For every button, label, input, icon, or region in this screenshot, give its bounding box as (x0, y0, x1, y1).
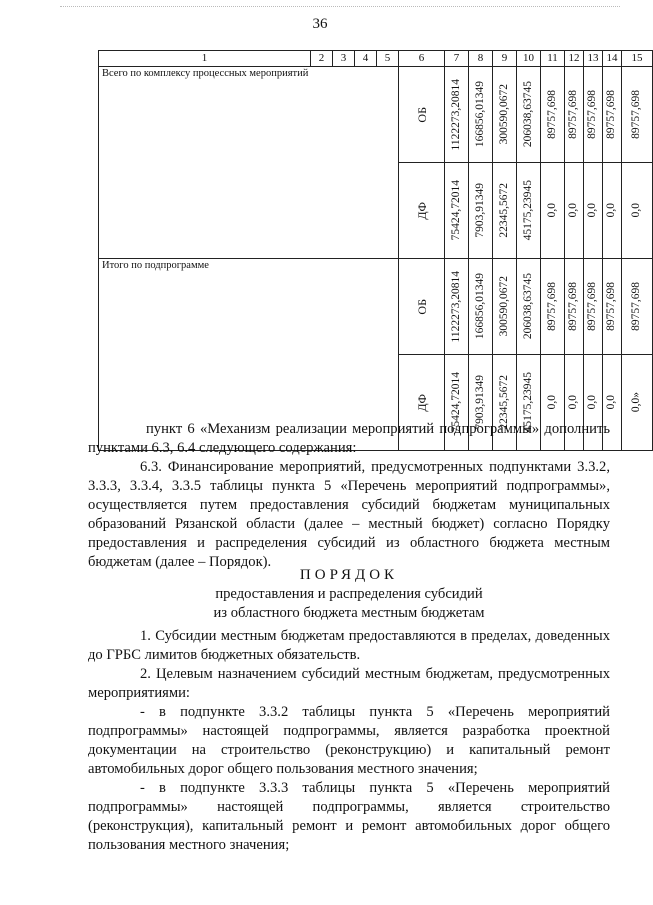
value-text: 89757,698 (586, 282, 599, 331)
value-text: 75424,72014 (449, 180, 462, 241)
body-paragraph-1: 1. Субсидии местным бюджетам предоставляются в пределах, доведенных до ГРБС лимитов бюджетных обязательств. (88, 628, 610, 663)
value-cell (445, 259, 469, 355)
value-cell (469, 259, 493, 355)
value-text: 0,0 (630, 203, 643, 218)
value-text: 45175,23945 (521, 180, 534, 241)
value-cell (622, 67, 653, 163)
scan-artifact-line (60, 6, 620, 7)
value-cell (584, 259, 603, 355)
body-paragraph-4: - в подпункте 3.3.3 таблицы пункта 5 «Перечень мероприятий подпрограммы» настоящей подпрограммы, является строительство (реконструкция), капитальный ремонт и ремонт автомобильных дорог общего пользования местного значения; (88, 780, 610, 853)
header-cell: 2 (311, 51, 333, 67)
order-title: ПОРЯДОК (299, 567, 399, 583)
value-text: 0,0 (567, 395, 580, 410)
value-cell (584, 67, 603, 163)
header-cell: 1 (99, 51, 311, 67)
value-text: 45175,23945 (521, 372, 534, 433)
value-cell (622, 355, 653, 451)
table-header-row (99, 51, 653, 67)
header-cell: 9 (493, 51, 517, 67)
value-text: 0,0 (545, 203, 558, 218)
body-paragraph-3: - в подпункте 3.3.2 таблицы пункта 5 «Перечень мероприятий подпрограммы» настоящей подпрограммы, является разработка проектной документации на строительство (реконструкцию) и капитальный ремонт автомобильных дорог общего пользования местного значения; (88, 704, 610, 777)
value-cell (565, 67, 584, 163)
value-text: 0,0 (567, 203, 580, 218)
value-cell (603, 259, 622, 355)
table-row (99, 67, 653, 163)
value-text: 1122273,20814 (449, 270, 462, 343)
value-text: 206038,63745 (521, 81, 534, 148)
source-cell (399, 259, 445, 355)
value-cell (493, 163, 517, 259)
value-text: 22345,5672 (497, 375, 510, 430)
source-code: ДФ (414, 201, 429, 220)
value-cell (622, 259, 653, 355)
order-heading (88, 566, 610, 623)
value-text: 1122273,20814 (449, 78, 462, 151)
value-text: 89757,698 (605, 90, 618, 139)
value-text: 300590,0672 (497, 276, 510, 337)
source-code: ДФ (414, 393, 429, 412)
value-text: 206038,63745 (521, 273, 534, 340)
header-cell: 6 (399, 51, 445, 67)
header-cell: 15 (622, 51, 653, 67)
value-cell (541, 163, 565, 259)
value-text: 0,0» (630, 392, 643, 413)
value-cell (445, 163, 469, 259)
body-paragraph-2: 2. Целевым назначением субсидий местным бюджетам, предусмотренных мероприятиями: (88, 666, 610, 701)
value-cell (603, 67, 622, 163)
header-cell: 3 (333, 51, 355, 67)
value-text: 89757,698 (567, 90, 580, 139)
value-cell (469, 67, 493, 163)
value-cell (517, 259, 541, 355)
value-text: 0,0 (545, 395, 558, 410)
value-text: 89757,698 (567, 282, 580, 331)
value-text: 89757,698 (545, 282, 558, 331)
header-cell: 7 (445, 51, 469, 67)
value-text: 89757,698 (605, 282, 618, 331)
header-cell: 5 (377, 51, 399, 67)
value-text: 22345,5672 (497, 183, 510, 238)
value-text: 0,0 (605, 395, 618, 410)
value-text: 0,0 (605, 203, 618, 218)
value-text: 300590,0672 (497, 84, 510, 145)
value-cell (603, 163, 622, 259)
value-cell (445, 67, 469, 163)
value-cell (517, 67, 541, 163)
value-text: 7903,91349 (473, 183, 486, 238)
order-body (88, 627, 610, 855)
value-cell (541, 67, 565, 163)
value-cell (565, 163, 584, 259)
value-cell (565, 259, 584, 355)
value-cell (493, 259, 517, 355)
order-subtitle-line-1: предоставления и распределения субсидий (215, 586, 483, 602)
budget-table (98, 50, 653, 451)
value-text: 0,0 (586, 203, 599, 218)
value-cell (584, 163, 603, 259)
value-cell (541, 259, 565, 355)
value-text: 7903,91349 (473, 375, 486, 430)
source-cell (399, 67, 445, 163)
header-cell: 13 (584, 51, 603, 67)
header-cell: 14 (603, 51, 622, 67)
value-cell (622, 163, 653, 259)
table-row (99, 259, 653, 355)
value-text: 0,0 (586, 395, 599, 410)
intro-paragraph-1: пункт 6 «Механизм реализации мероприятий подпрограммы» дополнить пунктами 6.3, 6.4 следующего содержания: (88, 421, 610, 456)
header-cell: 10 (517, 51, 541, 67)
header-cell: 8 (469, 51, 493, 67)
header-cell: 4 (355, 51, 377, 67)
value-cell (517, 163, 541, 259)
value-text: 89757,698 (630, 282, 643, 331)
value-text: 89757,698 (630, 90, 643, 139)
header-cell: 12 (565, 51, 584, 67)
value-cell (493, 67, 517, 163)
source-code: ОБ (414, 106, 429, 123)
source-code: ОБ (414, 298, 429, 315)
order-subtitle-line-2: из областного бюджета местным бюджетам (213, 605, 485, 621)
group-label: Всего по комплексу процессных мероприятий (99, 67, 399, 259)
intro-section (88, 420, 610, 572)
header-cell: 11 (541, 51, 565, 67)
page-number: 36 (312, 16, 328, 32)
value-text: 89757,698 (586, 90, 599, 139)
intro-paragraph-2: 6.3. Финансирование мероприятий, предусмотренных подпунктами 3.3.2, 3.3.3, 3.3.4, 3.3.5 таблицы пункта 5 «Перечень мероприятий подпрограммы», осуществляется путем предоставления субсидий бюджетам муниципальных образований Рязанской области (далее – местный бюджет) согласно Порядку предоставления и распределения субсидий из областного бюджета местным бюджетам (далее – Порядок). (88, 459, 610, 570)
value-text: 75424,72014 (449, 372, 462, 433)
value-text: 166856,01349 (473, 273, 486, 340)
value-cell (469, 163, 493, 259)
source-cell (399, 163, 445, 259)
value-text: 89757,698 (545, 90, 558, 139)
value-text: 166856,01349 (473, 81, 486, 148)
group-label: Итого по подпрограмме (99, 259, 399, 451)
